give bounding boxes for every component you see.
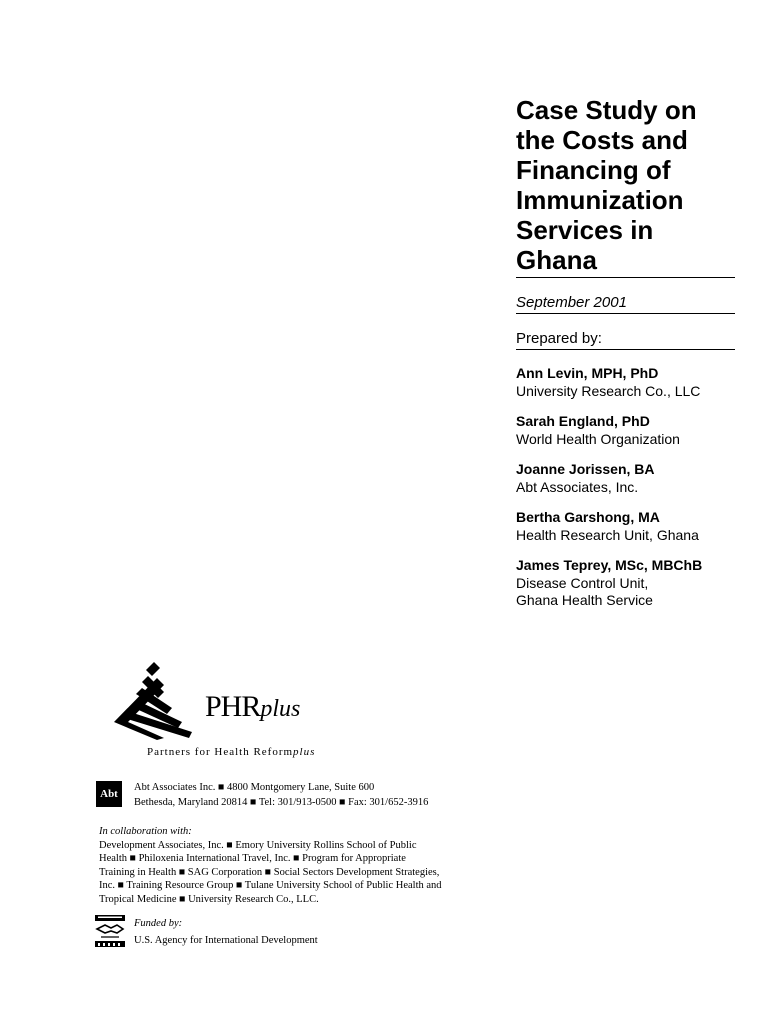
author-affiliation: Disease Control Unit, Ghana Health Service	[516, 574, 653, 608]
address-line: Abt Associates Inc. ■ 4800 Montgomery Lane, Suite 600	[134, 782, 375, 793]
collaborator-line: Health ■ Philoxenia International Travel, Inc. ■ Program for Appropriate	[99, 853, 406, 864]
title-divider	[516, 277, 735, 278]
collaborator-line: Inc. ■ Training Resource Group ■ Tulane University School of Public Health and	[99, 880, 442, 891]
stacked-chevron-logo-icon	[112, 660, 212, 740]
wordmark-main: PHR	[205, 690, 261, 723]
prepared-divider	[516, 349, 735, 350]
funding-agency: U.S. Agency for International Development	[134, 935, 318, 946]
title-line: Immunization	[516, 185, 684, 215]
usaid-handshake-icon	[95, 915, 125, 949]
author-entry	[516, 461, 756, 496]
tagline-main: Partners for Health Reform	[147, 746, 294, 758]
author-name: Bertha Garshong, MA	[516, 509, 660, 525]
document-title	[516, 95, 736, 275]
author-affiliation: Health Research Unit, Ghana	[516, 526, 699, 543]
author-entry	[516, 509, 756, 544]
title-line: Services in	[516, 215, 654, 245]
collaborator-line: Training in Health ■ SAG Corporation ■ Social Sectors Development Strategies,	[99, 866, 440, 878]
phrplus-wordmark	[205, 690, 300, 724]
title-line: Ghana	[516, 245, 597, 275]
date-divider	[516, 313, 735, 314]
title-line: Financing of	[516, 155, 671, 185]
funded-by-label: Funded by:	[134, 918, 183, 929]
tagline-plus: plus	[293, 746, 316, 758]
abt-address	[134, 781, 428, 810]
abt-logo: Abt	[96, 781, 122, 807]
prepared-by-label: Prepared by:	[516, 330, 602, 347]
author-list	[516, 365, 756, 623]
collaboration-block	[99, 825, 499, 906]
author-affiliation: University Research Co., LLC	[516, 382, 701, 399]
tagline	[147, 746, 315, 758]
author-affiliation: Abt Associates, Inc.	[516, 478, 639, 495]
title-line: the Costs and	[516, 125, 688, 155]
address-line: Bethesda, Maryland 20814 ■ Tel: 301/913-0500 ■ Fax: 301/652-3916	[134, 796, 429, 808]
collaboration-list	[99, 839, 499, 907]
author-name: Joanne Jorissen, BA	[516, 461, 655, 477]
author-affiliation: World Health Organization	[516, 430, 680, 447]
wordmark-plus: plus	[260, 696, 301, 722]
author-name: James Teprey, MSc, MBChB	[516, 557, 703, 573]
publication-date: September 2001	[516, 294, 627, 311]
author-name: Sarah England, PhD	[516, 413, 650, 429]
author-entry	[516, 557, 756, 610]
title-line: Case Study on	[516, 95, 697, 125]
collaborator-line: Development Associates, Inc. ■ Emory University Rollins School of Public	[99, 839, 417, 851]
author-entry	[516, 365, 756, 400]
collaborator-line: Tropical Medicine ■ University Research Co., LLC.	[99, 893, 319, 905]
author-entry	[516, 413, 756, 448]
collaboration-label: In collaboration with:	[99, 826, 192, 837]
author-name: Ann Levin, MPH, PhD	[516, 365, 659, 381]
